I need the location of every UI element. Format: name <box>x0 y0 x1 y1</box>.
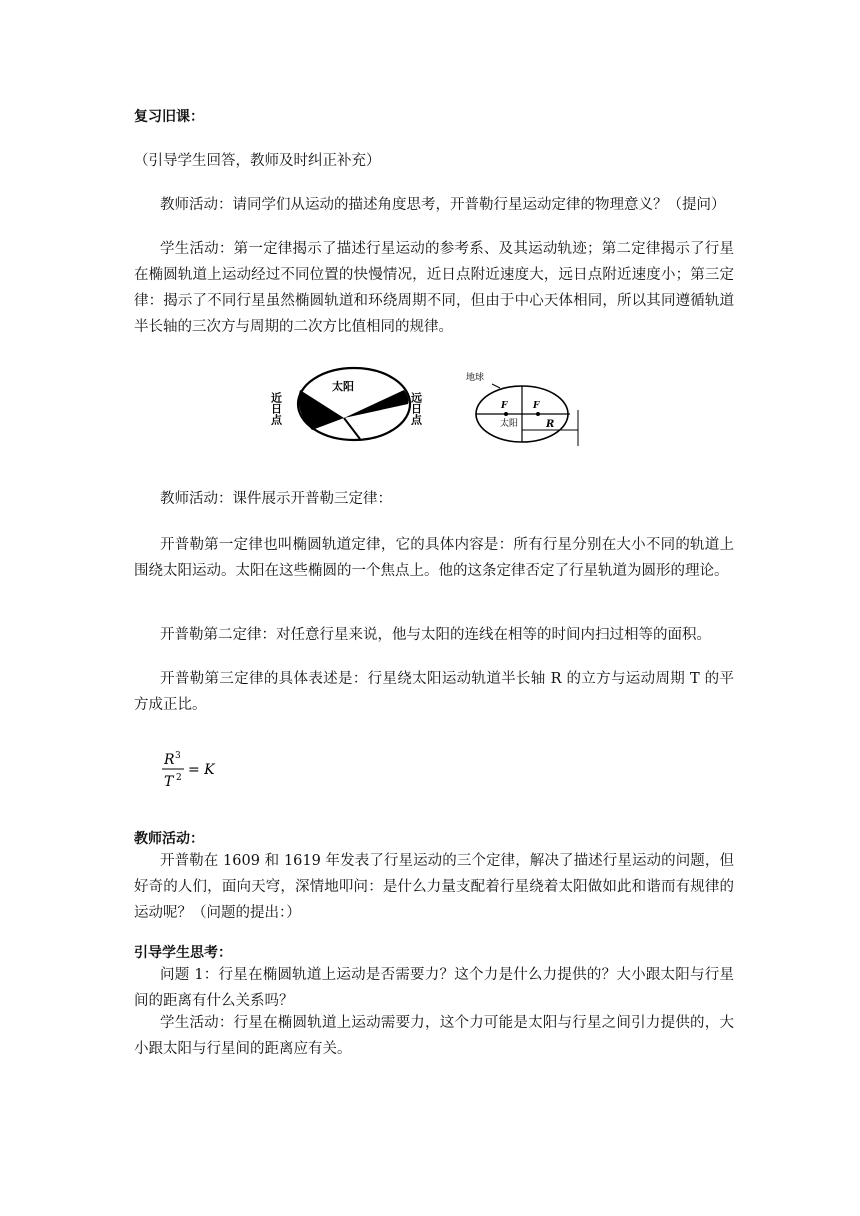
focus1-label: F <box>501 401 508 411</box>
kepler-law-3: 开普勒第三定律的具体表述是：行星绕太阳运动轨道半长轴 R 的立方与运动周期 T 的平方成正比。 <box>134 671 734 713</box>
guide-note: （引导学生回答，教师及时纠正补充） <box>134 153 381 169</box>
review-heading: 复习旧课： <box>134 109 204 125</box>
sun-label: 太阳 <box>332 380 354 393</box>
kepler-law-1: 开普勒第一定律也叫椭圆轨道定律，它的具体内容是：所有行星分别在大小不同的轨道上围绕太阳运动。太阳在这些椭圆的一个焦点上。他的这条定律否定了行星轨道为圆形的理论。 <box>134 537 734 579</box>
svg-text:2: 2 <box>176 773 182 783</box>
svg-text:R: R <box>164 752 175 768</box>
kepler-law-2: 开普勒第二定律：对任意行星来说，他与太阳的连线在相等的时间内扫过相等的面积。 <box>160 627 711 643</box>
student-answer-2: 学生活动：行星在椭圆轨道上运动需要力，这个力可能是太阳与行星之间引力提供的，大小跟太阳与行星间的距离应有关。 <box>134 1015 734 1057</box>
earth-label: 地球 <box>466 373 485 383</box>
kepler-third-law-formula <box>160 748 240 794</box>
teacher-paragraph-2: 开普勒在 1609 和 1619 年发表了行星运动的三个定律，解决了描述行星运动的问题，但好奇的人们，面向天穹，深情地叩问：是什么力量支配着行星绕着太阳做如此和谐而有规律的运动呢？（问题的提出：） <box>134 853 734 921</box>
guide-heading: 引导学生思考： <box>134 945 232 961</box>
perihelion-label: 近日点 <box>269 392 283 425</box>
question-1: 问题 1：行星在椭圆轨道上运动是否需要力？这个力是什么力提供的？大小跟太阳与行星间的距离有什么关系吗？ <box>134 967 734 1009</box>
ellipse-foci-figure <box>466 368 596 448</box>
teacher-heading-2: 教师活动： <box>134 831 204 847</box>
svg-text:= K: = K <box>188 762 215 778</box>
svg-text:T: T <box>164 774 174 790</box>
aphelion-label: 远日点 <box>409 392 423 425</box>
svg-text:3: 3 <box>175 751 181 761</box>
focus2-label: F <box>533 401 540 411</box>
teacher-show: 教师活动：课件展示开普勒三定律： <box>160 491 392 507</box>
student-answer-1: 学生活动：第一定律揭示了描述行星运动的参考系、及其运动轨迹；第二定律揭示了行星在椭圆轨道上运动经过不同位置的快慢情况，近日点附近速度大，远日点附近速度小；第三定律：揭示了不同行星虽然椭圆轨道和环绕周期不同，但由于中心天体相同，所以其同遵循轨道半长轴的三次方与周期的二次方比值相同的规律。 <box>134 241 734 335</box>
teacher-question-1: 教师活动：请同学们从运动的描述角度思考，开普勒行星运动定律的物理意义？（提问） <box>160 197 726 213</box>
kepler-second-law-figure <box>269 360 432 452</box>
sun-label-2: 太阳 <box>500 419 519 429</box>
radius-label: R <box>546 419 555 430</box>
